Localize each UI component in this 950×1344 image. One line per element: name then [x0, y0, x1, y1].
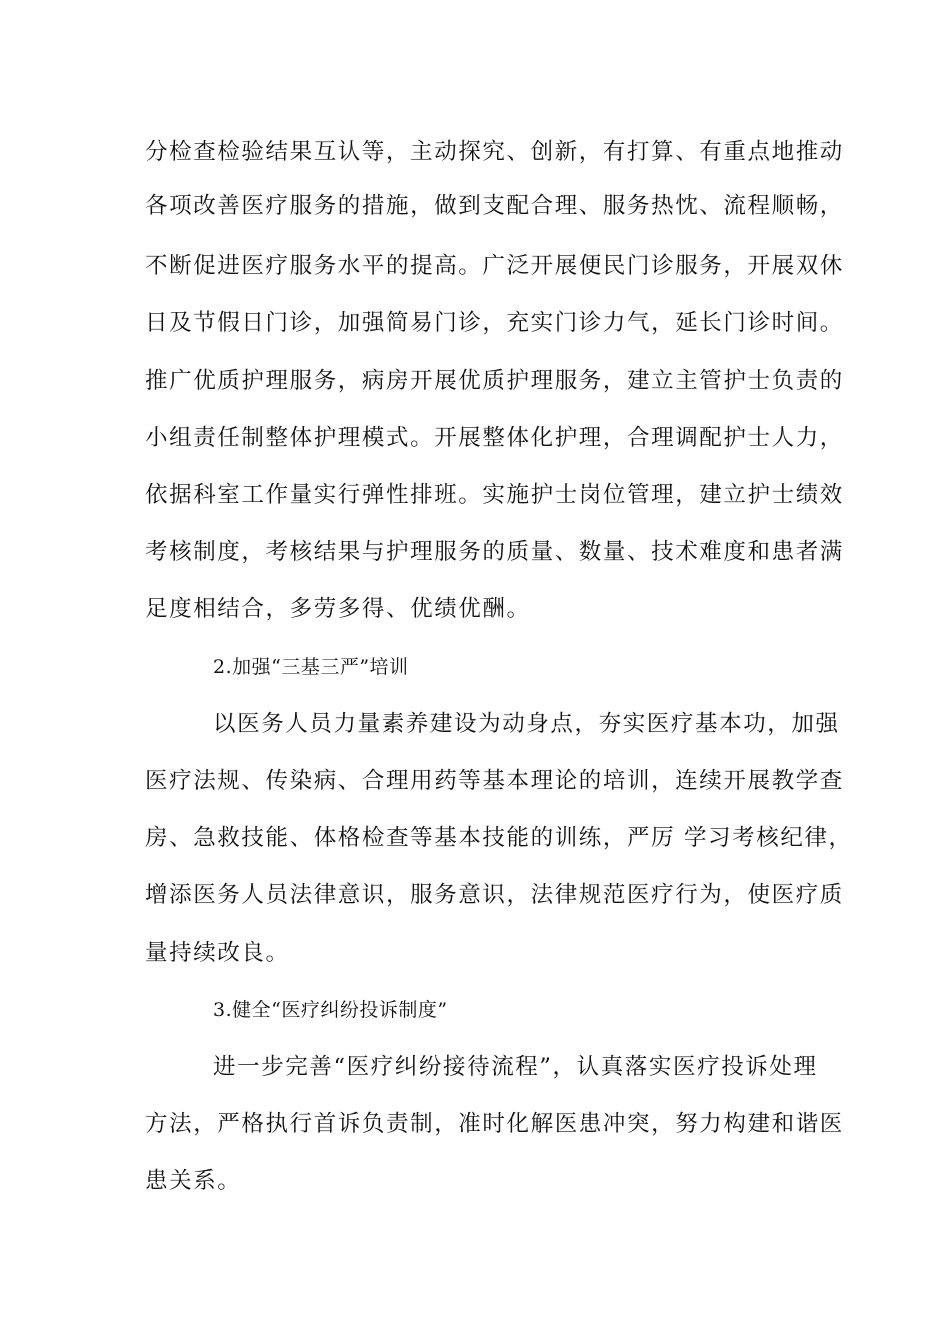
paragraph-line: 日及节假日门诊，加强简易门诊，充实门诊力气，延长门诊时间。	[145, 310, 844, 336]
paragraph-line: 足度相结合，多劳多得、优绩优酬。	[145, 596, 531, 622]
paragraph-line: 增添医务人员法律意识，服务意识，法律规范医疗行为，使医疗质	[145, 882, 844, 908]
section-heading: 3.健全“医疗纠纷投诉制度”	[213, 999, 448, 1021]
paragraph-line: 各项改善医疗服务的措施，做到支配合理、服务热忱、流程顺畅，	[145, 193, 844, 219]
paragraph-line: 医疗法规、传染病、合理用药等基本理论的培训，连续开展教学查	[145, 768, 844, 794]
paragraph-line: 推广优质护理服务，病房开展优质护理服务，建立主管护士负责的	[145, 368, 844, 394]
paragraph-line: 以医务人员力量素养建设为动身点，夯实医疗基本功，加强	[213, 711, 840, 737]
paragraph-line: 考核制度，考核结果与护理服务的质量、数量、技术难度和患者满	[145, 539, 844, 565]
paragraph-line: 依据科室工作量实行弹性排班。实施护士岗位管理，建立护士绩效	[145, 482, 844, 508]
paragraph-line: 小组责任制整体护理模式。开展整体化护理，合理调配护士人力，	[145, 425, 844, 451]
paragraph-line: 进一步完善“医疗纠纷接待流程”，认真落实医疗投诉处理	[213, 1054, 818, 1080]
section-heading: 2.加强“三基三严”培训	[213, 656, 409, 678]
paragraph-line: 不断促进医疗服务水平的提高。广泛开展便民门诊服务，开展双休	[145, 253, 844, 279]
paragraph-line: 房、急救技能、体格检查等基本技能的训练，严厉 学习考核纪律，	[145, 825, 853, 851]
paragraph-line: 量持续改良。	[145, 940, 290, 966]
paragraph-line: 方法，严格执行首诉负责制，准时化解医患冲突，努力构建和谐医	[145, 1111, 844, 1137]
paragraph-line: 患关系。	[145, 1168, 242, 1194]
paragraph-line: 分检查检验结果互认等，主动探究、创新，有打算、有重点地推动	[145, 139, 844, 165]
